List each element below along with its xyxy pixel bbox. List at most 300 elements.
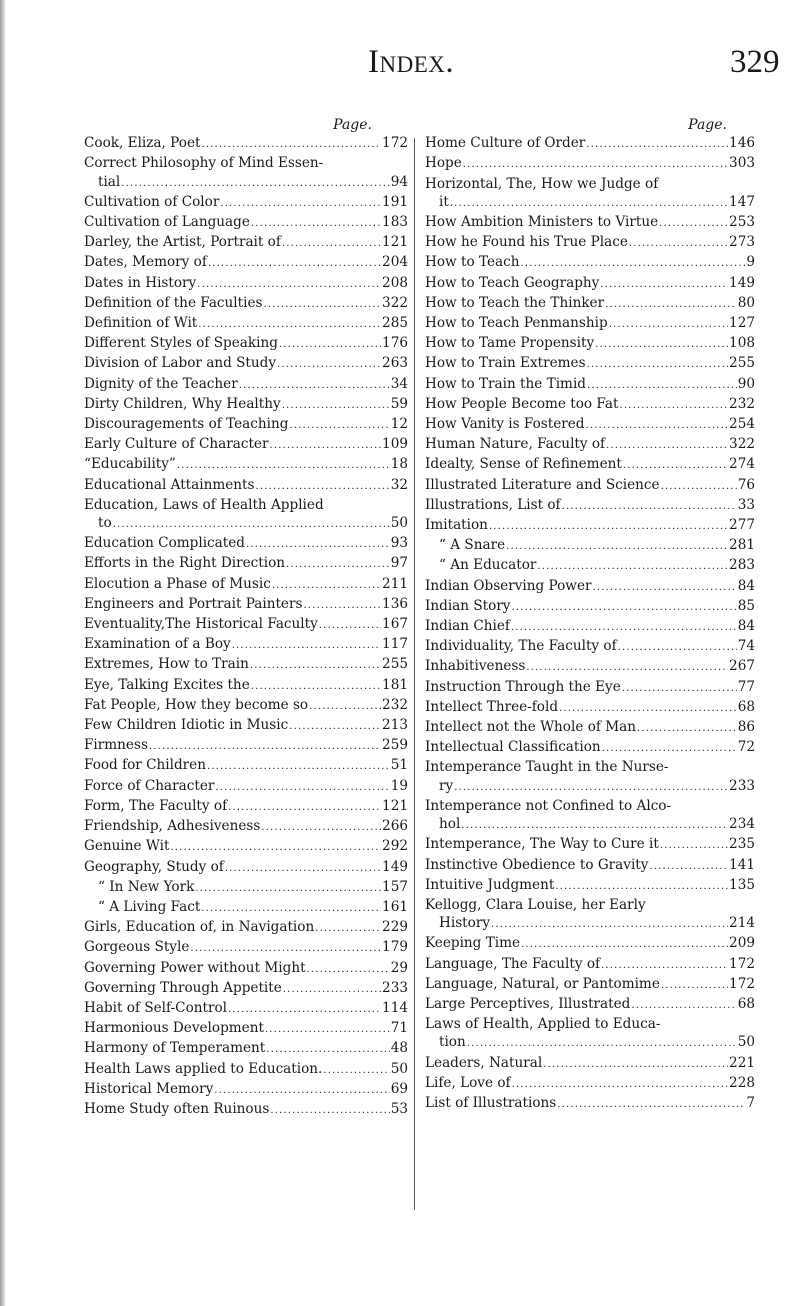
entry-title: “ A Living Fact	[98, 898, 201, 915]
entry-page-number: 32	[390, 476, 408, 493]
entry-title: Dirty Children, Why Healthy	[84, 395, 281, 412]
index-entry	[84, 878, 408, 898]
entry-title: Darley, the Artist, Portrait of	[84, 234, 281, 251]
index-entry	[84, 797, 408, 817]
entry-title: Form, The Faculty of	[84, 797, 228, 814]
entry-title: Hope	[425, 155, 462, 172]
entry-title: Discouragements of Teaching	[84, 416, 289, 433]
index-entry	[84, 415, 408, 435]
index-entry	[425, 536, 755, 556]
dot-leader	[113, 516, 390, 534]
index-entry	[84, 817, 408, 837]
dot-leader	[282, 397, 390, 415]
entry-page-number: 121	[382, 797, 408, 814]
entry-page-number: 53	[390, 1100, 408, 1117]
entry-page-number: 29	[390, 959, 408, 976]
index-entry	[84, 655, 408, 675]
dot-leader	[526, 659, 728, 677]
dot-leader	[606, 437, 728, 455]
dot-leader	[587, 356, 728, 374]
index-entry	[84, 395, 408, 415]
dot-leader	[659, 215, 728, 233]
entry-title: List of Illustrations	[425, 1094, 557, 1111]
index-entry	[425, 455, 755, 475]
entry-title: Efforts in the Right Direction	[84, 555, 286, 572]
entry-page-number: 108	[729, 335, 755, 352]
dot-leader	[319, 617, 381, 635]
dot-leader	[620, 397, 729, 415]
dot-leader	[557, 1096, 745, 1114]
entry-title: How he Found his True Place	[425, 234, 628, 251]
entry-title: Cook, Eliza, Poet	[84, 135, 201, 152]
entry-title: Eye, Talking Excites the	[84, 676, 250, 693]
index-entry	[84, 777, 408, 797]
dot-leader	[246, 536, 390, 554]
entry-title: Early Culture of Character	[84, 436, 269, 453]
index-entry	[84, 1100, 408, 1120]
index-entry	[425, 738, 755, 758]
dot-leader	[309, 698, 381, 716]
entry-page-number: 232	[382, 696, 408, 713]
index-entry	[425, 637, 755, 657]
index-entry	[84, 534, 408, 554]
dot-leader	[250, 657, 381, 675]
entry-title: Historical Memory	[84, 1080, 214, 1097]
index-entry	[84, 716, 408, 736]
index-entry-heading-line: Education, Laws of Health Applied	[84, 496, 324, 513]
dot-leader	[282, 235, 381, 253]
running-head	[0, 44, 801, 84]
column-divider	[414, 138, 415, 1210]
entry-title: Home Culture of Order	[425, 135, 586, 152]
entry-page-number: 69	[390, 1080, 408, 1097]
entry-title: Elocution a Phase of Music	[84, 575, 271, 592]
entry-page-number: 121	[382, 234, 408, 251]
entry-title: tion	[439, 1034, 466, 1051]
entry-title: How Vanity is Fostered	[425, 416, 585, 433]
entry-page-number: 172	[382, 135, 408, 152]
entry-page-number: 117	[382, 636, 408, 653]
entry-title: Intellect Three-fold	[425, 698, 559, 715]
entry-page-number: 281	[729, 537, 755, 554]
entry-page-number: 228	[729, 1074, 755, 1091]
entry-title: Human Nature, Faculty of	[425, 436, 606, 453]
entry-title: Definition of Wit	[84, 315, 198, 332]
dot-leader	[605, 296, 737, 314]
index-entry	[425, 354, 755, 374]
index-entry	[425, 617, 755, 637]
index-entry	[84, 676, 408, 696]
dot-leader	[279, 336, 381, 354]
index-entry	[84, 999, 408, 1019]
entry-page-number: 274	[729, 456, 755, 473]
entry-page-number: 50	[390, 1060, 408, 1077]
dot-leader	[315, 920, 381, 938]
entry-title: Division of Labor and Study	[84, 355, 277, 372]
index-entry	[84, 253, 408, 273]
index-entry	[425, 193, 755, 213]
page-title: Index.	[368, 44, 455, 80]
dot-leader	[543, 1056, 728, 1074]
entry-title: Leaders, Natural	[425, 1054, 543, 1071]
entry-page-number: 176	[382, 335, 408, 352]
index-entry	[84, 858, 408, 878]
entry-title: Illustrated Literature and Science	[425, 476, 660, 493]
column-header: Page.	[688, 117, 727, 133]
dot-leader	[587, 377, 737, 395]
dot-leader	[289, 417, 389, 435]
index-entries	[425, 134, 755, 1114]
dot-leader	[512, 599, 737, 617]
entry-page-number: 208	[382, 274, 408, 291]
column-header: Page.	[333, 117, 372, 133]
entry-page-number: 48	[390, 1040, 408, 1057]
entry-page-number: 285	[382, 315, 408, 332]
entry-page-number: 211	[382, 575, 408, 592]
entry-page-number: 68	[737, 698, 755, 715]
entry-title: Indian Observing Power	[425, 577, 592, 594]
dot-leader	[631, 997, 736, 1015]
index-entry	[425, 597, 755, 617]
dot-leader	[170, 839, 381, 857]
entry-title: Imitation	[425, 517, 488, 534]
dot-leader	[609, 316, 728, 334]
dot-leader	[220, 195, 381, 213]
entry-title: Education Complicated	[84, 535, 245, 552]
entry-page-number: 109	[382, 436, 408, 453]
index-column-left	[84, 116, 408, 1120]
index-entry	[425, 314, 755, 334]
entry-page-number: 253	[729, 214, 755, 230]
entry-title: Force of Character	[84, 777, 215, 794]
dot-leader	[521, 936, 728, 954]
entry-page-number: 303	[729, 155, 755, 172]
entry-title: Fat People, How they become so	[84, 696, 309, 713]
index-entry	[425, 718, 755, 738]
index-entry	[84, 1019, 408, 1039]
dot-leader	[251, 678, 381, 696]
index-entry-heading-line: Horizontal, The, How we Judge of	[425, 175, 659, 192]
dot-leader	[559, 700, 737, 718]
entry-page-number: 71	[390, 1020, 408, 1037]
index-entry	[84, 1060, 408, 1080]
dot-leader	[595, 336, 728, 354]
index-entry-heading-line: Intemperance Taught in the Nurse-	[425, 759, 669, 776]
dot-leader	[491, 916, 728, 934]
index-entry	[425, 876, 755, 896]
entry-title: Extremes, How to Train	[84, 656, 249, 673]
index-entry	[84, 575, 408, 595]
entry-title: How to Teach the Thinker	[425, 294, 605, 311]
index-entry	[425, 556, 755, 576]
entry-title: Harmony of Temperament	[84, 1040, 266, 1057]
entry-page-number: 12	[390, 416, 408, 433]
dot-leader	[562, 498, 737, 516]
dot-leader	[239, 377, 390, 395]
entry-page-number: 266	[382, 818, 408, 835]
index-entry	[425, 995, 755, 1015]
entry-page-number: 255	[382, 656, 408, 673]
entry-title: Large Perceptives, Illustrated	[425, 995, 631, 1012]
index-entry-heading-line: Correct Philosophy of Mind Essen-	[84, 155, 324, 172]
index-entry	[425, 134, 755, 154]
index-entry	[425, 476, 755, 496]
entry-title: Gorgeous Style	[84, 939, 190, 956]
entry-page-number: 50	[390, 515, 408, 532]
dot-leader	[277, 356, 381, 374]
dot-leader	[601, 957, 728, 975]
entry-title: “Educability”	[84, 456, 176, 473]
entry-page-number: 213	[382, 717, 408, 734]
entry-title: Dates, Memory of	[84, 254, 207, 271]
entry-title: “ A Snare	[439, 537, 506, 554]
dot-leader	[467, 1035, 737, 1053]
index-entry	[84, 193, 408, 213]
entry-title: Instruction Through the Eye	[425, 678, 621, 695]
dot-leader	[661, 478, 737, 496]
index-entry	[425, 233, 755, 253]
entry-page-number: 254	[729, 416, 755, 433]
dot-leader	[232, 637, 381, 655]
entry-page-number: 18	[390, 456, 408, 473]
dot-leader	[660, 837, 728, 855]
index-entry	[425, 395, 755, 415]
index-entry	[84, 938, 408, 958]
entry-page-number: 233	[382, 979, 408, 996]
dot-leader	[177, 457, 390, 475]
dot-leader	[197, 276, 381, 294]
entry-page-number: 147	[729, 193, 755, 210]
entry-page-number: 232	[729, 395, 755, 412]
entry-title: Engineers and Portrait Painters	[84, 595, 303, 612]
entry-page-number: 267	[729, 658, 755, 675]
index-entry	[425, 577, 755, 597]
entry-page-number: 209	[729, 935, 755, 952]
entry-page-number: 59	[390, 395, 408, 412]
index-entry	[84, 334, 408, 354]
index-entry	[84, 375, 408, 395]
index-entry	[84, 635, 408, 655]
entry-page-number: 214	[729, 915, 755, 932]
entry-title: Indian Story	[425, 597, 511, 614]
entry-page-number: 229	[382, 919, 408, 936]
index-entry	[425, 1054, 755, 1074]
dot-leader	[537, 558, 728, 576]
entry-title: Language, The Faculty of	[425, 955, 601, 972]
entry-page-number: 84	[737, 577, 755, 594]
entry-title: it	[439, 193, 449, 210]
dot-leader	[521, 255, 746, 273]
index-entry	[425, 274, 755, 294]
dot-leader	[600, 276, 728, 294]
index-entry	[84, 314, 408, 334]
index-entry	[84, 455, 408, 475]
index-entry	[425, 955, 755, 975]
entry-title: Language, Natural, or Pantomime	[425, 975, 660, 992]
dot-leader	[463, 156, 728, 174]
entry-title: How Ambition Ministers to Virtue	[425, 214, 659, 230]
entry-page-number: 283	[729, 557, 755, 574]
dot-leader	[586, 136, 728, 154]
index-entry	[84, 1039, 408, 1059]
dot-leader	[602, 740, 737, 758]
index-entry	[84, 476, 408, 496]
entry-title: How to Train Extremes	[425, 355, 586, 372]
index-entry	[425, 777, 755, 797]
dot-leader	[592, 579, 736, 597]
entry-page-number: 136	[382, 595, 408, 612]
entry-page-number: 204	[382, 254, 408, 271]
dot-leader	[266, 1041, 389, 1059]
index-entry	[425, 934, 755, 954]
dot-leader	[201, 136, 381, 154]
entry-page-number: 34	[390, 375, 408, 392]
dot-leader	[270, 1102, 389, 1120]
entry-title: Firmness	[84, 737, 148, 754]
index-entry	[84, 514, 408, 534]
index-entry	[425, 294, 755, 314]
index-entry	[84, 918, 408, 938]
dot-leader	[251, 215, 381, 233]
dot-leader	[454, 779, 728, 797]
page-number: 329	[730, 44, 780, 80]
entry-page-number: 191	[382, 193, 408, 210]
index-entry	[84, 173, 408, 193]
dot-leader	[261, 819, 381, 837]
index-entry	[84, 615, 408, 635]
entry-title: “ In New York	[98, 878, 195, 895]
dot-leader	[121, 175, 389, 193]
index-entry	[425, 975, 755, 995]
entry-title: Definition of the Faculties	[84, 294, 263, 311]
dot-leader	[506, 538, 728, 556]
entry-title: How to Teach Geography	[425, 274, 600, 291]
entry-page-number: 72	[737, 739, 755, 756]
entry-title: Educational Attainments	[84, 476, 255, 493]
entry-title: Intuitive Judgment	[425, 876, 555, 893]
entry-page-number: 259	[382, 737, 408, 754]
index-entry	[84, 274, 408, 294]
index-entry	[425, 678, 755, 698]
entry-page-number: 167	[382, 616, 408, 633]
index-entry	[84, 595, 408, 615]
entry-title: Governing Through Appetite	[84, 979, 282, 996]
entry-title: Habit of Self-Control	[84, 999, 228, 1016]
dot-leader	[637, 720, 737, 738]
index-entry	[425, 1094, 755, 1114]
index-entry	[84, 294, 408, 314]
index-entry-heading-line: Intemperance not Confined to Alco-	[425, 797, 672, 814]
index-entry	[425, 213, 755, 233]
dot-leader	[450, 195, 728, 213]
entry-title: Intemperance, The Way to Cure it	[425, 836, 659, 853]
dot-leader	[323, 1062, 389, 1080]
entry-title: Idealty, Sense of Refinement	[425, 456, 622, 473]
entry-page-number: 127	[729, 315, 755, 332]
index-entry	[425, 856, 755, 876]
index-entry	[425, 415, 755, 435]
entry-title: Dates in History	[84, 274, 197, 291]
entry-title: Inhabitiveness	[425, 658, 526, 675]
entry-page-number: 97	[390, 555, 408, 572]
dot-leader	[461, 817, 728, 835]
entry-page-number: 114	[382, 999, 408, 1016]
index-entry	[84, 233, 408, 253]
dot-leader	[265, 1021, 390, 1039]
index-entry	[84, 554, 408, 574]
index-entry-heading-line: Kellogg, Clara Louise, her Early	[425, 896, 646, 913]
index-column-right	[425, 116, 755, 1114]
index-entry	[425, 815, 755, 835]
entry-title: ry	[439, 777, 454, 794]
dot-leader	[661, 977, 728, 995]
dot-leader	[555, 878, 728, 896]
entry-page-number: 68	[737, 995, 755, 1012]
entry-title: tial	[98, 173, 121, 190]
dot-leader	[489, 518, 728, 536]
entry-page-number: 51	[390, 757, 408, 774]
entry-title: Health Laws applied to Education.	[84, 1060, 323, 1077]
entry-page-number: 84	[737, 618, 755, 635]
entry-title: How to Train the Timid	[425, 375, 586, 392]
index-entry	[84, 435, 408, 455]
entry-title: Geography, Study of	[84, 858, 224, 875]
entry-page-number: 292	[382, 838, 408, 855]
entry-page-number: 322	[382, 294, 408, 311]
dot-leader	[283, 981, 381, 999]
entry-title: Keeping Time	[425, 935, 521, 952]
index-entry	[84, 756, 408, 776]
entry-title: Eventuality,The Historical Faculty	[84, 616, 318, 633]
entry-title: Instinctive Obedience to Gravity	[425, 856, 649, 873]
entry-title: Dignity of the Teacher	[84, 375, 238, 392]
dot-leader	[228, 799, 381, 817]
entry-page-number: 94	[390, 173, 408, 190]
index-entry	[425, 435, 755, 455]
entry-title: How to Teach	[425, 254, 520, 271]
entry-page-number: 77	[737, 678, 755, 695]
dot-leader	[149, 738, 381, 756]
entry-page-number: 86	[737, 719, 755, 736]
entry-title: Individuality, The Faculty of	[425, 638, 617, 655]
entry-page-number: 93	[390, 535, 408, 552]
entry-title: Cultivation of Color	[84, 193, 220, 210]
index-entry	[425, 334, 755, 354]
entry-title: Harmonious Development	[84, 1020, 264, 1037]
dot-leader	[272, 577, 381, 595]
index-entry	[84, 959, 408, 979]
index-entry	[425, 1074, 755, 1094]
entry-page-number: 149	[382, 858, 408, 875]
index-entry	[84, 134, 408, 154]
dot-leader	[263, 296, 381, 314]
entry-page-number: 146	[729, 135, 755, 152]
dot-leader	[255, 478, 389, 496]
entry-page-number: 273	[729, 234, 755, 251]
entry-page-number: 322	[729, 436, 755, 453]
dot-leader	[228, 1001, 381, 1019]
entry-title: hol	[439, 816, 461, 833]
entry-page-number: 235	[729, 836, 755, 853]
dot-leader	[208, 255, 381, 273]
entry-title: Indian Chief	[425, 618, 510, 635]
dot-leader	[198, 316, 381, 334]
entry-page-number: 183	[382, 214, 408, 230]
index-entries	[84, 134, 408, 1120]
book-binding-shadow	[0, 0, 6, 1306]
entry-page-number: 74	[737, 638, 755, 655]
index-entry	[425, 253, 755, 273]
